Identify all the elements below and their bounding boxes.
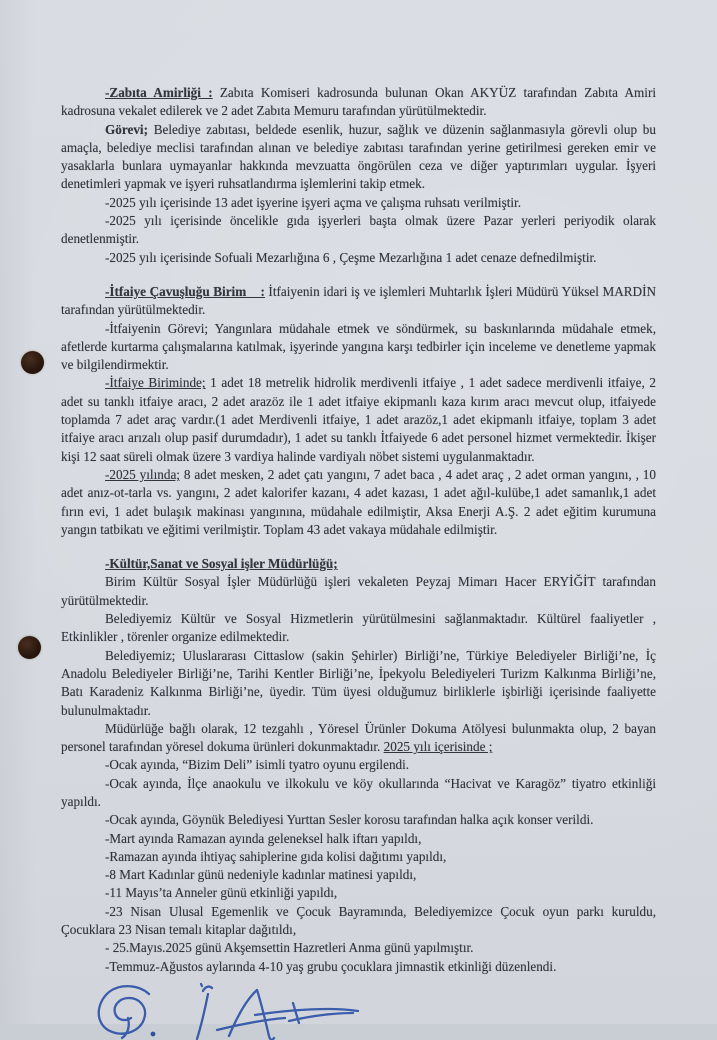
paragraph-text: -Ocak ayında, İlçe anaokulu ve ilkokulu ve köy okullarında “Hacivat ve Karagöz” tiyatro etkinliği yapıldı. (61, 775, 656, 809)
paragraph (61, 830, 656, 848)
paragraph-text: -Temmuz-Ağustos aylarında 4-10 yaş grubu çocuklara jimnastik etkinliği düzenlendi. (105, 958, 557, 974)
paragraph-text: 8 adet mesken, 2 adet çatı yangını, 7 adet baca , 4 adet araç , 2 adet orman yangını, , 10 adet anız-ot-tarla vs. yangını, 2 adet kalorifer kazanı, 4 adet kazası, 1 adet ağıl-kulübe,1 adet samanlık,1 adet fırın evi, 1 adet bulaşık makinası yangınına, müdahale edilmiştir, Aksa Enerji A.Ş. 2 adet eğitim kurumuna yangın tatbikatı ve eğitimi verilmiştir. Toplam 43 adet vakaya müdahale edilmiştir. (61, 466, 656, 537)
paragraph-with-heading (61, 121, 656, 194)
paragraph-text: -Mart ayında Ramazan ayında geleneksel halk iftarı yapıldı, (105, 830, 422, 846)
paragraph-text: -11 Mayıs’ta Anneler günü etkinliği yapıldı, (105, 885, 338, 901)
paragraph (61, 939, 656, 957)
paragraph-tail: 2025 yılı içerisinde ; (383, 739, 493, 755)
paragraph-with-heading (61, 555, 656, 573)
paragraph (61, 720, 656, 757)
signature (87, 982, 387, 1040)
paragraph-text: -23 Nisan Ulusal Egemenlik ve Çocuk Bayramında, Belediyemizce Çocuk oyun parkı kuruldu, Çocuklara 23 Nisan temalı kitaplar dağıtıldı, (61, 903, 656, 938)
paragraph-text: Birim Kültür Sosyal İşler Müdürlüğü işleri vekaleten Peyzaj Mimarı Hacer ERYİĞİT tarafından yürütülmektedir. (61, 574, 656, 608)
paragraph (61, 756, 656, 774)
hole-punch-icon (18, 636, 41, 659)
paragraph-text: Belediye zabıtası, beldede esenlik, huzur, sağlık ve düzenin sağlanmasıyla görevli olup bu amaçla, belediye meclisi tarafından alınan ve belediye zabıtası tarafından yerine getirilmesi gereken emir ve yasaklarla bunlara uymayanlar hakkında mevzuatta öngörülen ceza ve diğer yaptırımları uygular. İşyeri denetimleri yapmak ve işyeri ruhsatlandırma işlemlerini takip etmek. (61, 121, 656, 192)
paragraph-lead: -İtfaiye Biriminde; (105, 375, 206, 391)
paragraph-lead: -2025 yılında; (105, 466, 180, 482)
paragraph-with-heading (61, 466, 656, 539)
paragraph-with-heading (61, 283, 656, 320)
document-body (61, 84, 656, 1040)
paragraph (61, 194, 656, 212)
paragraph-lead: -Zabıta Amirliği : (105, 85, 213, 100)
paragraph-text: -Ramazan ayında ihtiyaç sahiplerine gıda kolisi dağıtımı yapıldı, (105, 848, 447, 864)
paragraph (61, 848, 656, 866)
paragraph-text: Müdürlüğe bağlı olarak, 12 tezgahlı , Yöresel Ürünler Dokuma Atölyesi bulunmakta olup, 2 bayan personel tarafından yöresel dokuma ürünleri dokunmaktadır. (61, 720, 656, 755)
paragraph (61, 573, 656, 610)
paragraph-text: -8 Mart Kadınlar günü nedeniyle kadınlar matinesi yapıldı, (105, 867, 417, 883)
paragraph (61, 903, 656, 940)
hole-punch-icon (21, 351, 44, 374)
section-zabita-amirligi (61, 84, 656, 267)
paragraph (61, 320, 656, 375)
paragraph-text: -2025 yılı içerisinde 13 adet işyerine işyeri açma ve çalışma ruhsatı verilmiştir. (105, 194, 522, 210)
section-kultur-sanat-sosyal-isler (61, 555, 656, 976)
paragraph-lead: -İtfaiye Çavuşluğu Birim : (105, 283, 265, 299)
paragraph-text: İtfaiyenin idari iş ve işlemleri Muhtarlık İşleri Müdürü Yüksel MARDİN tarafından yürütülmektedir. (61, 283, 656, 318)
paragraph (61, 958, 656, 976)
paragraph-text: -Ocak ayında, Göynük Belediyesi Yurttan Sesler korosu tarafından halka açık konser verildi. (105, 812, 594, 828)
paragraph-lead: -Kültür,Sanat ve Sosyal işler Müdürlüğü; (105, 556, 338, 572)
paragraph (61, 811, 656, 829)
paragraph-with-heading (61, 84, 656, 121)
paragraph-with-heading (61, 374, 656, 465)
paragraph (61, 884, 656, 902)
paragraph-text: - 25.Mayıs.2025 günü Akşemsettin Hazretleri Anma günü yapılmıştır. (105, 940, 474, 956)
paragraph-lead: Görevi; (105, 121, 148, 137)
paragraph (61, 866, 656, 884)
paragraph (61, 212, 656, 249)
paragraph-text: Belediyemiz; Uluslararası Cittaslow (sakin Şehirler) Birliği’ne, Türkiye Belediyeler Birliği’ne, İç Anadolu Belediyeler Birliği’ne, Tarihi Kentler Birliği’ne, İpekyolu Belediyeleri Turizm Kalkınma Birliği’ne, Batı Karadeniz Kalkınma Birliği’ne, üyedir. Tüm üyesi olduğumuz birliklerle işbirliği içerisinde faaliyette bulunulmaktadır. (61, 647, 656, 718)
paragraph-text: -Ocak ayında, “Bizim Deli” isimli tyatro oyunu ergilendi. (105, 757, 410, 773)
paragraph-text: 1 adet 18 metrelik hidrolik merdivenli itfaiye , 1 adet sadece merdivenli itfaiye, 2 adet su tanklı itfaiye aracı, 2 adet arazöz ile 1 adet itfaiye ekipmanlı kaza kırım aracı mevcut olup, itfaiyede toplamda 7 adet araç vardır.(1 adet Merdivenli itfaiye, 1 adet arazöz,1 adet ekipmanlı itfaiye, toplam 3 adet itfaiye aracı arızalı olup pasif durumdadır), 1 adet su tanklı İtfaiyede 6 adet personel hizmet vermektedir. İkişer kişi 12 saat süreli olmak üzere 3 vardiya halinde vardiyalı nöbet sistemi uygulanmaktadır. (61, 375, 656, 464)
paragraph-text: -2025 yılı içerisinde Sofuali Mezarlığına 6 , Çeşme Mezarlığına 1 adet cenaze defnedilmiştir. (105, 249, 597, 265)
paragraph (61, 610, 656, 647)
paragraph-text: Zabıta Komiseri kadrosunda bulunan Okan AKYÜZ tarafından Zabıta Amiri kadrosuna vekalet edilerek ve 2 adet Zabıta Memuru tarafından yürütülmektedir. (61, 85, 656, 119)
paragraph-text: Belediyemiz Kültür ve Sosyal Hizmetlerin yürütülmesini sağlanmaktadır. Kültürel faaliyetler , Etkinlikler , törenler organize edilmektedir. (61, 611, 656, 645)
paragraph-text: -İtfaiyenin Görevi; Yangınlara müdahale etmek ve söndürmek, su baskınlarında müdahale etmek, afetlerde kurtarma çalışmalarına katılmak, işyerinde yangına karşı tedbirler için inceleme ve denetleme yapmak ve bilgilendirmektir. (61, 320, 656, 373)
paragraph (61, 775, 656, 812)
paragraph-text: -2025 yılı içerisinde öncelikle gıda işyerleri başta olmak üzere Pazar yerleri periyodik olarak denetlenmiştir. (61, 213, 656, 247)
section-itfaiye-cavuslugu (61, 283, 656, 539)
paragraph (61, 249, 656, 267)
paragraph (61, 647, 656, 720)
